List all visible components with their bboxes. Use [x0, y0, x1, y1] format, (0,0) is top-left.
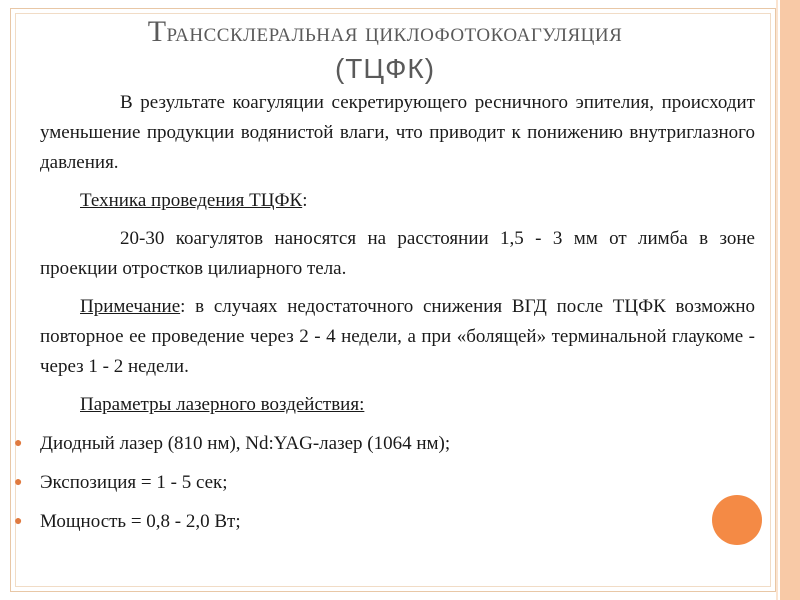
bullet-item — [14, 467, 754, 498]
bullet-item — [14, 506, 754, 537]
bullet-dot-icon: ● — [14, 474, 23, 490]
decorative-orange-circle — [712, 495, 762, 545]
note-paragraph — [40, 292, 755, 382]
bullet-item — [14, 428, 754, 459]
technique-line — [40, 186, 755, 216]
params-line — [40, 390, 755, 420]
slide-title-abbreviation: (ТЦФК) — [334, 53, 436, 84]
bullet-text: Мощность = 0,8 - 2,0 Вт; — [40, 510, 241, 532]
params-heading: Параметры лазерного воздействия: — [80, 394, 365, 415]
technique-heading: Техника проведения ТЦФК — [80, 190, 303, 211]
bullet-text: Диодный лазер (810 нм), Nd:YAG-лазер (1064 нм); — [40, 432, 451, 454]
right-decorative-stripe — [776, 0, 800, 600]
note-heading: Примечание — [80, 296, 181, 317]
paragraph-technique: 20-30 коагулятов наносятся на расстоянии 1,5 - 3 мм от лимба в зоне проекции отростков цилиарного тела. — [40, 228, 755, 279]
bullet-dot-icon: ● — [14, 513, 23, 529]
slide-title-rest: ранссклеральная циклофотокоагуляция — [166, 17, 623, 47]
slide-title-initial: Т — [147, 15, 167, 48]
bullet-text: Экспозиция = 1 - 5 сек; — [40, 471, 228, 493]
slide-body — [40, 88, 755, 420]
bullet-dot-icon: ● — [14, 435, 23, 451]
paragraph-effect: В результате коагуляции секретирующего ресничного эпителия, происходит уменьшение продукции водянистой влаги, что приводит к понижению внутриглазного давления. — [40, 92, 755, 173]
note-text: : в случаях недостаточного снижения ВГД после ТЦФК возможно повторное ее проведение через 2 - 4 недели, а при «болящей» терминальной глаукоме - через 1 - 2 недели. — [40, 296, 755, 377]
technique-colon: : — [302, 190, 308, 211]
slide-title — [0, 14, 770, 50]
